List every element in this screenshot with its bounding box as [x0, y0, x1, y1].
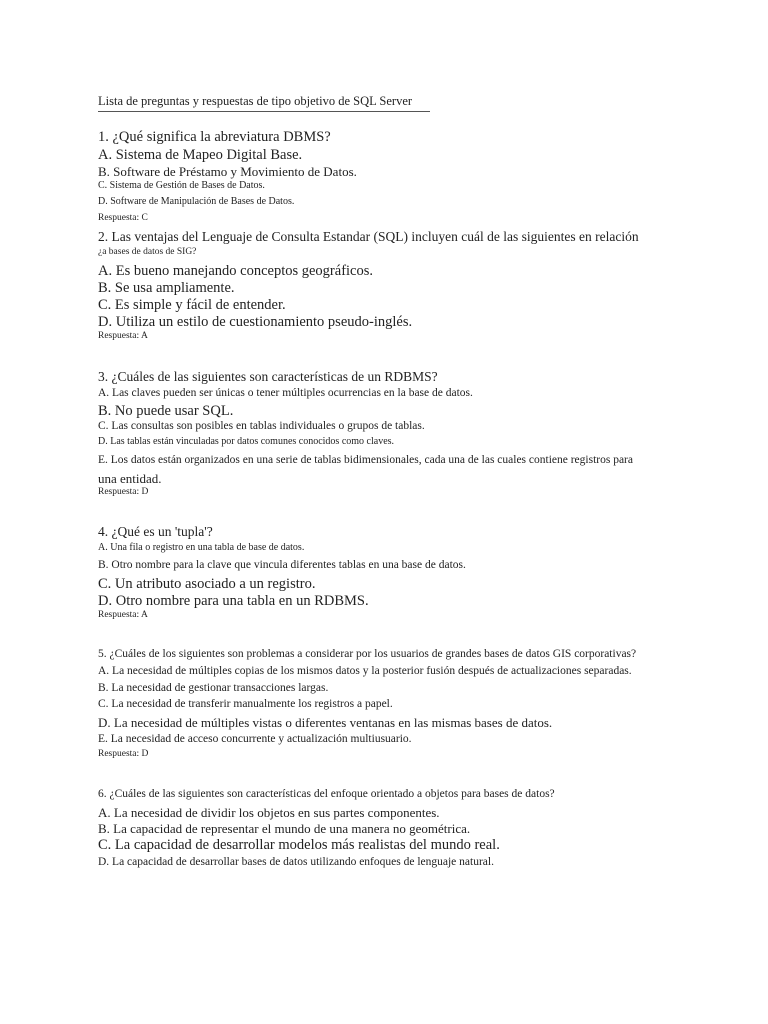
question-3-option-c: C. Las consultas son posibles en tablas individuales o grupos de tablas.: [98, 420, 425, 432]
question-2-option-b: B. Se usa ampliamente.: [98, 280, 235, 296]
question-5-text: 5. ¿Cuáles de los siguientes son problemas a considerar por los usuarios de grandes bases de datos GIS corporativas?: [98, 648, 637, 660]
question-2-option-c: C. Es simple y fácil de entender.: [98, 297, 286, 313]
question-5-option-e: E. La necesidad de acceso concurrente y actualización multiusuario.: [98, 733, 412, 745]
question-3-answer: Respuesta: D: [98, 487, 149, 497]
question-6-option-a: A. La necesidad de dividir los objetos en sus partes componentes.: [98, 805, 440, 820]
question-1-option-d: D. Software de Manipulación de Bases de Datos.: [98, 196, 295, 207]
question-4-option-c: C. Un atributo asociado a un registro.: [98, 576, 316, 592]
document-title: Lista de preguntas y respuestas de tipo objetivo de SQL Server: [98, 94, 413, 108]
question-1-answer: Respuesta: C: [98, 213, 148, 223]
question-3-text: 3. ¿Cuáles de las siguientes son características de un RDBMS?: [98, 369, 438, 384]
question-5-option-d: D. La necesidad de múltiples vistas o diferentes ventanas en las mismas bases de datos.: [98, 715, 553, 730]
question-4-text: 4. ¿Qué es un 'tupla'?: [98, 524, 213, 539]
question-3-option-a: A. Las claves pueden ser únicas o tener múltiples ocurrencias en la base de datos.: [98, 387, 473, 399]
question-6-text: 6. ¿Cuáles de las siguientes son características del enfoque orientado a objetos para bases de datos?: [98, 788, 555, 800]
question-4-option-b: B. Otro nombre para la clave que vincula diferentes tablas en una base de datos.: [98, 559, 466, 571]
question-3-option-e-continued: una entidad.: [98, 471, 162, 486]
question-3-option-e: E. Los datos están organizados en una serie de tablas bidimensionales, cada una de las cuales contiene registros para: [98, 454, 633, 466]
question-2-answer: Respuesta: A: [98, 331, 148, 341]
question-2-text: 2. Las ventajas del Lenguaje de Consulta Estandar (SQL) incluyen cuál de las siguientes en relación: [98, 229, 639, 244]
question-1-option-a: A. Sistema de Mapeo Digital Base.: [98, 147, 303, 163]
question-3-option-d: D. Las tablas están vinculadas por datos comunes conocidos como claves.: [98, 436, 395, 447]
question-5-option-c: C. La necesidad de transferir manualmente los registros a papel.: [98, 698, 393, 710]
question-1-text: 1. ¿Qué significa la abreviatura DBMS?: [98, 129, 331, 145]
question-5-answer: Respuesta: D: [98, 749, 149, 759]
question-2-text-continued: ¿a bases de datos de SIG?: [98, 247, 197, 257]
question-1-option-b: B. Software de Préstamo y Movimiento de Datos.: [98, 164, 357, 179]
question-3-option-b: B. No puede usar SQL.: [98, 403, 234, 419]
question-6-option-c: C. La capacidad de desarrollar modelos más realistas del mundo real.: [98, 837, 500, 853]
question-6-option-b: B. La capacidad de representar el mundo de una manera no geométrica.: [98, 821, 471, 836]
question-2-option-a: A. Es bueno manejando conceptos geográficos.: [98, 263, 374, 279]
question-5-option-a: A. La necesidad de múltiples copias de los mismos datos y la posterior fusión después de actualizaciones separadas.: [98, 665, 632, 677]
question-4-option-a: A. Una fila o registro en una tabla de base de datos.: [98, 542, 305, 553]
question-4-answer: Respuesta: A: [98, 610, 148, 620]
question-2-option-d: D. Utiliza un estilo de cuestionamiento pseudo-inglés.: [98, 314, 413, 330]
question-1-option-c: C. Sistema de Gestión de Bases de Datos.: [98, 180, 265, 191]
question-5-option-b: B. La necesidad de gestionar transacciones largas.: [98, 682, 329, 694]
question-4-option-d: D. Otro nombre para una tabla en un RDBMS.: [98, 593, 369, 609]
question-6-option-d: D. La capacidad de desarrollar bases de datos utilizando enfoques de lenguaje natural.: [98, 856, 494, 868]
title-underline: [98, 111, 430, 112]
